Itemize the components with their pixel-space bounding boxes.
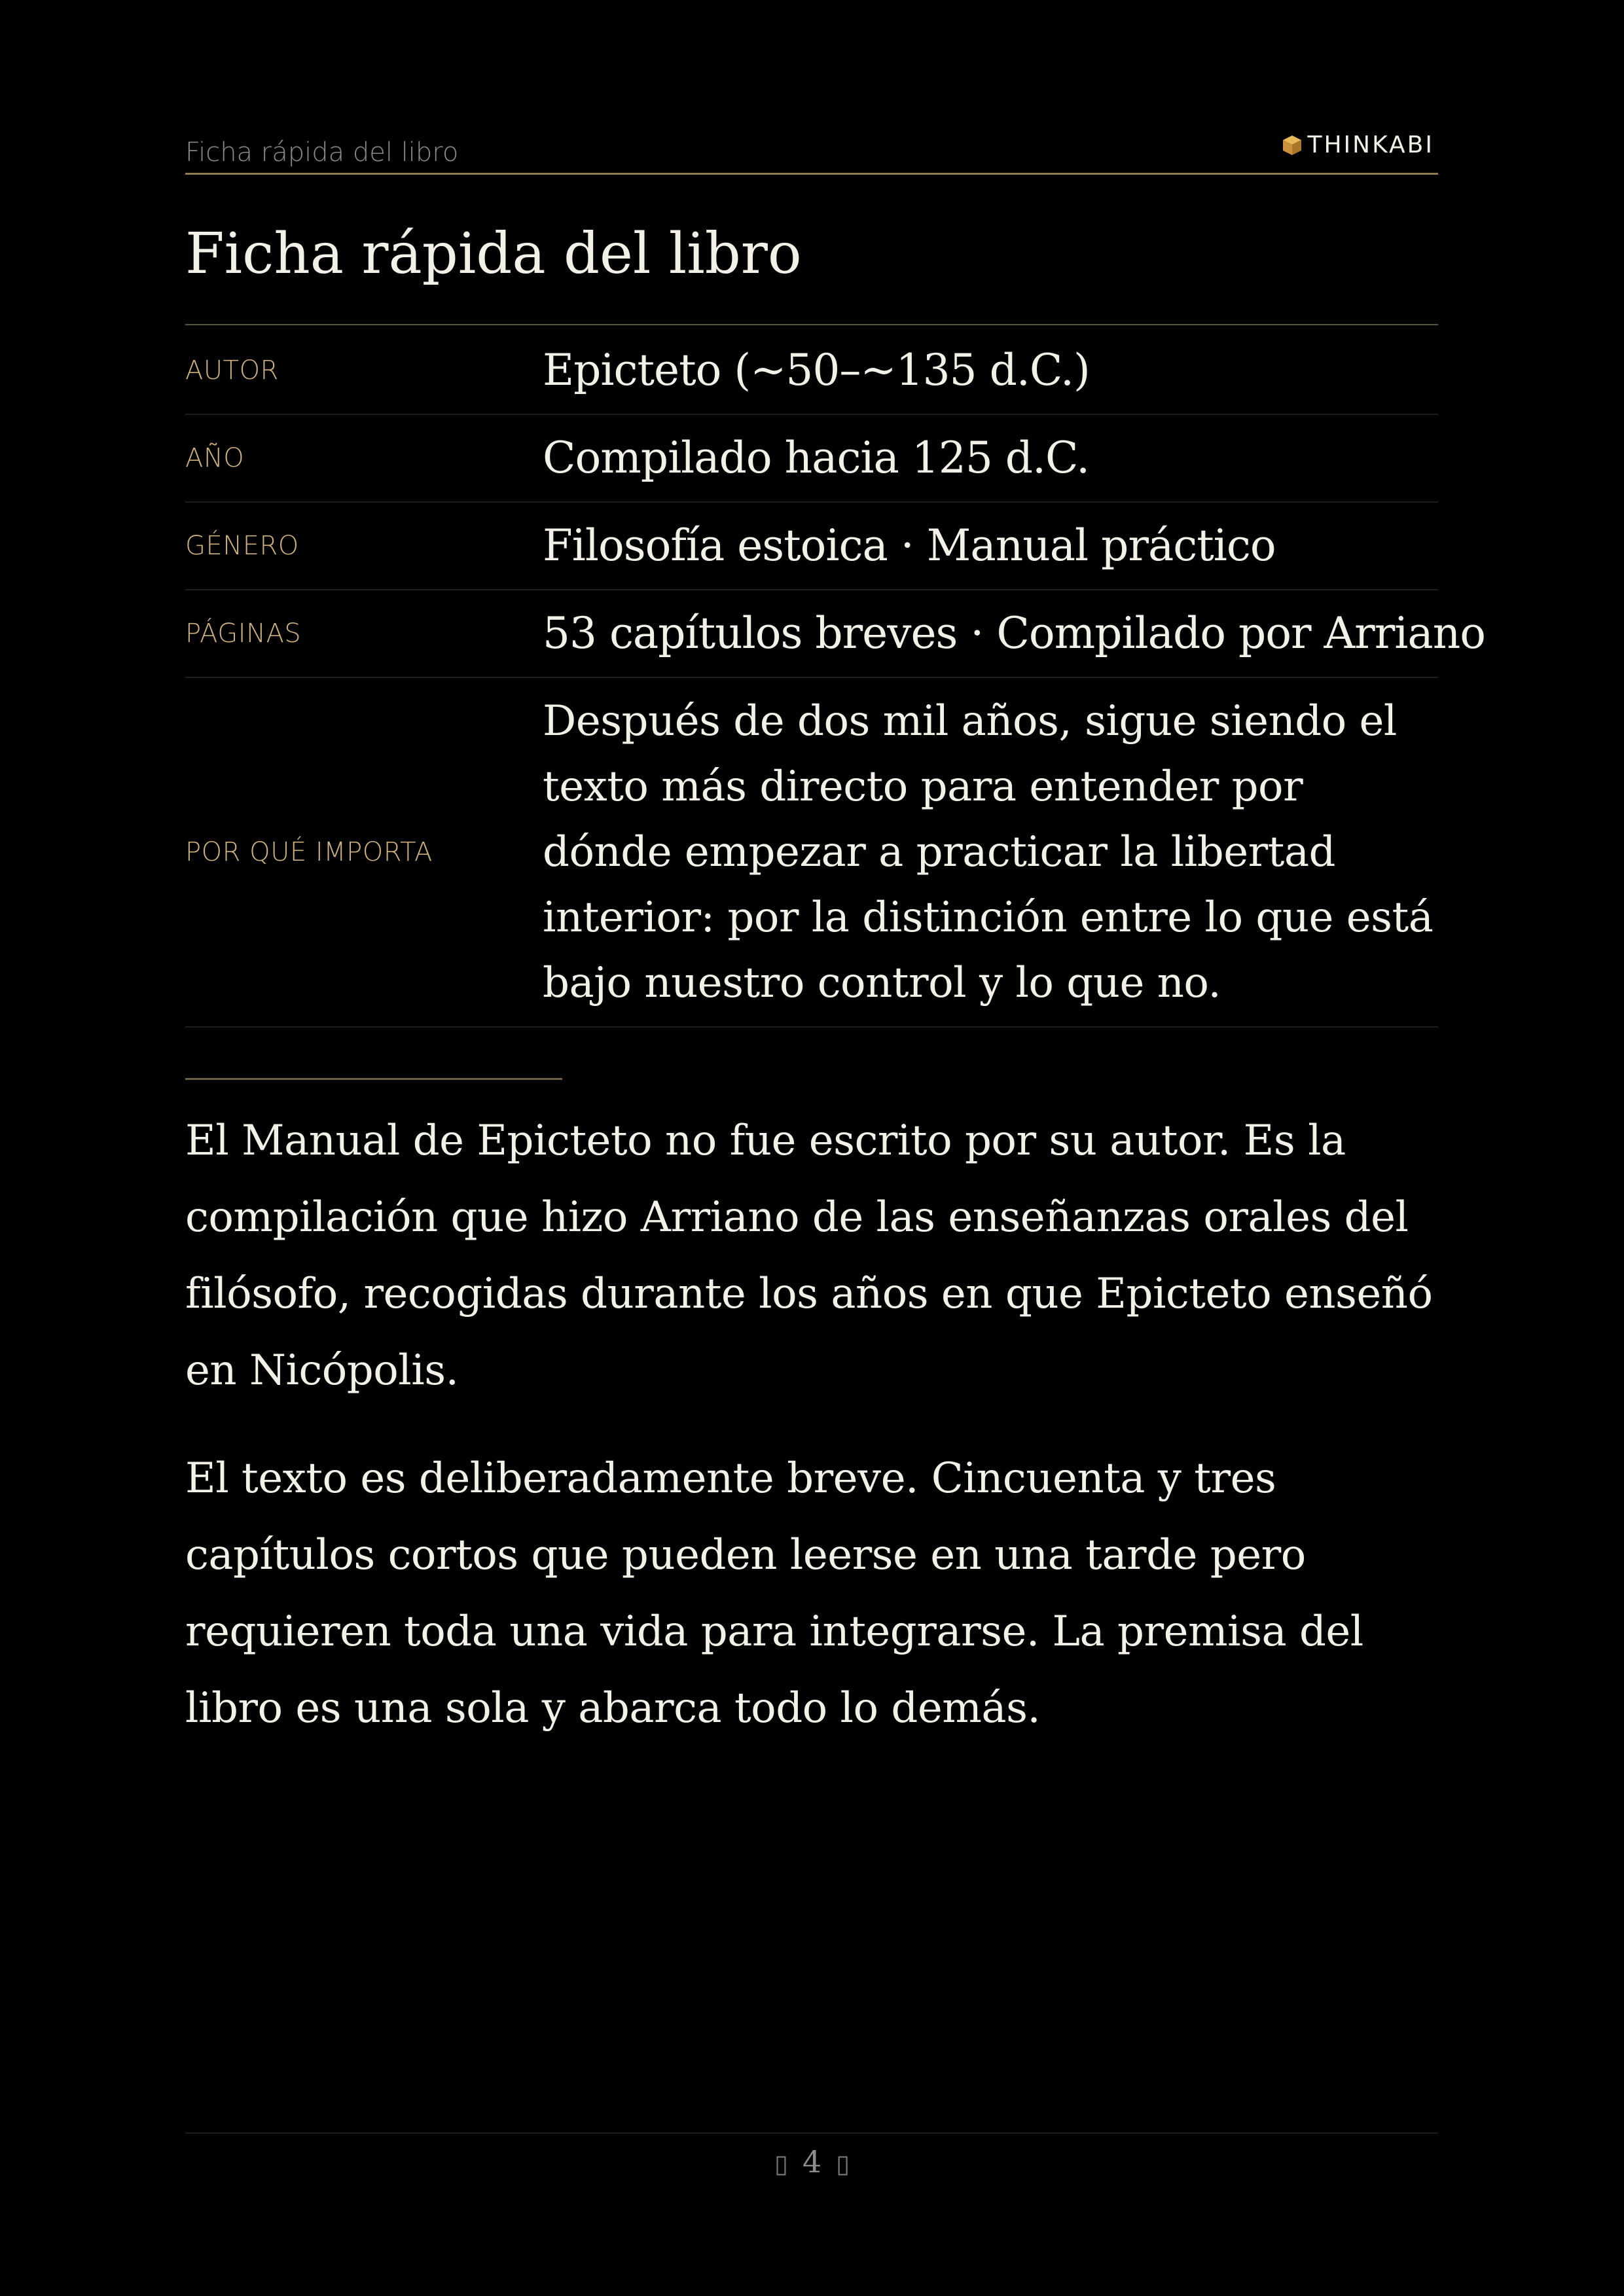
fact-value: Compilado hacia 125 d.C. [543,433,1090,483]
brand-logo [1282,132,1434,158]
running-header [185,131,1438,175]
fact-value: 53 capítulos breves · Compilado por Arriano [543,608,1485,658]
fact-value: Filosofía estoica · Manual práctico [543,520,1276,571]
footer-right-glyph: ▯ [836,2149,850,2178]
fact-row-genre [185,503,1438,590]
fact-row-author [185,327,1438,415]
page-title: Ficha rápida del libro [185,221,802,287]
fact-row-why-it-matters [185,678,1438,1028]
cube-icon [1282,135,1302,156]
footer-left-glyph: ▯ [774,2149,788,2178]
fact-label: PÁGINAS [185,619,302,649]
fact-row-year [185,415,1438,503]
body-text [185,1103,1438,1778]
body-paragraph: El Manual de Epicteto no fue escrito por su autor. Es la compilación que hizo Arriano de las enseñanzas orales del filósofo, recogidas durante los años en que Epicteto enseñó en Nicópolis. [185,1117,1433,1395]
body-paragraph: El texto es deliberadamente breve. Cincuenta y tres capítulos cortos que pueden leerse en una tarde pero requieren toda una vida para integrarse. La premisa del libro es una sola y abarca todo lo demás. [185,1454,1363,1732]
brand-name: THINKABI [1307,132,1434,158]
fact-label: AUTOR [185,355,279,386]
footer-divider [185,2132,1438,2134]
fact-table [185,327,1485,1028]
fact-label: POR QUÉ IMPORTA [185,837,433,867]
running-header-title: Ficha rápida del libro [185,137,459,168]
fact-label: GÉNERO [185,531,299,561]
fact-row-pages [185,590,1485,678]
section-divider [185,1078,562,1080]
fact-value: Epicteto (~50–~135 d.C.) [543,345,1090,395]
page-footer [0,2139,1624,2187]
title-divider [185,324,1438,325]
fact-value: Después de dos mil años, sigue siendo el texto más directo para entender por dónde empezar a practicar la libertad interior: por la distinción entre lo que está bajo nuestro control y lo que no. [543,697,1434,1007]
page-number: 4 [802,2144,822,2179]
fact-label: AÑO [185,443,245,473]
